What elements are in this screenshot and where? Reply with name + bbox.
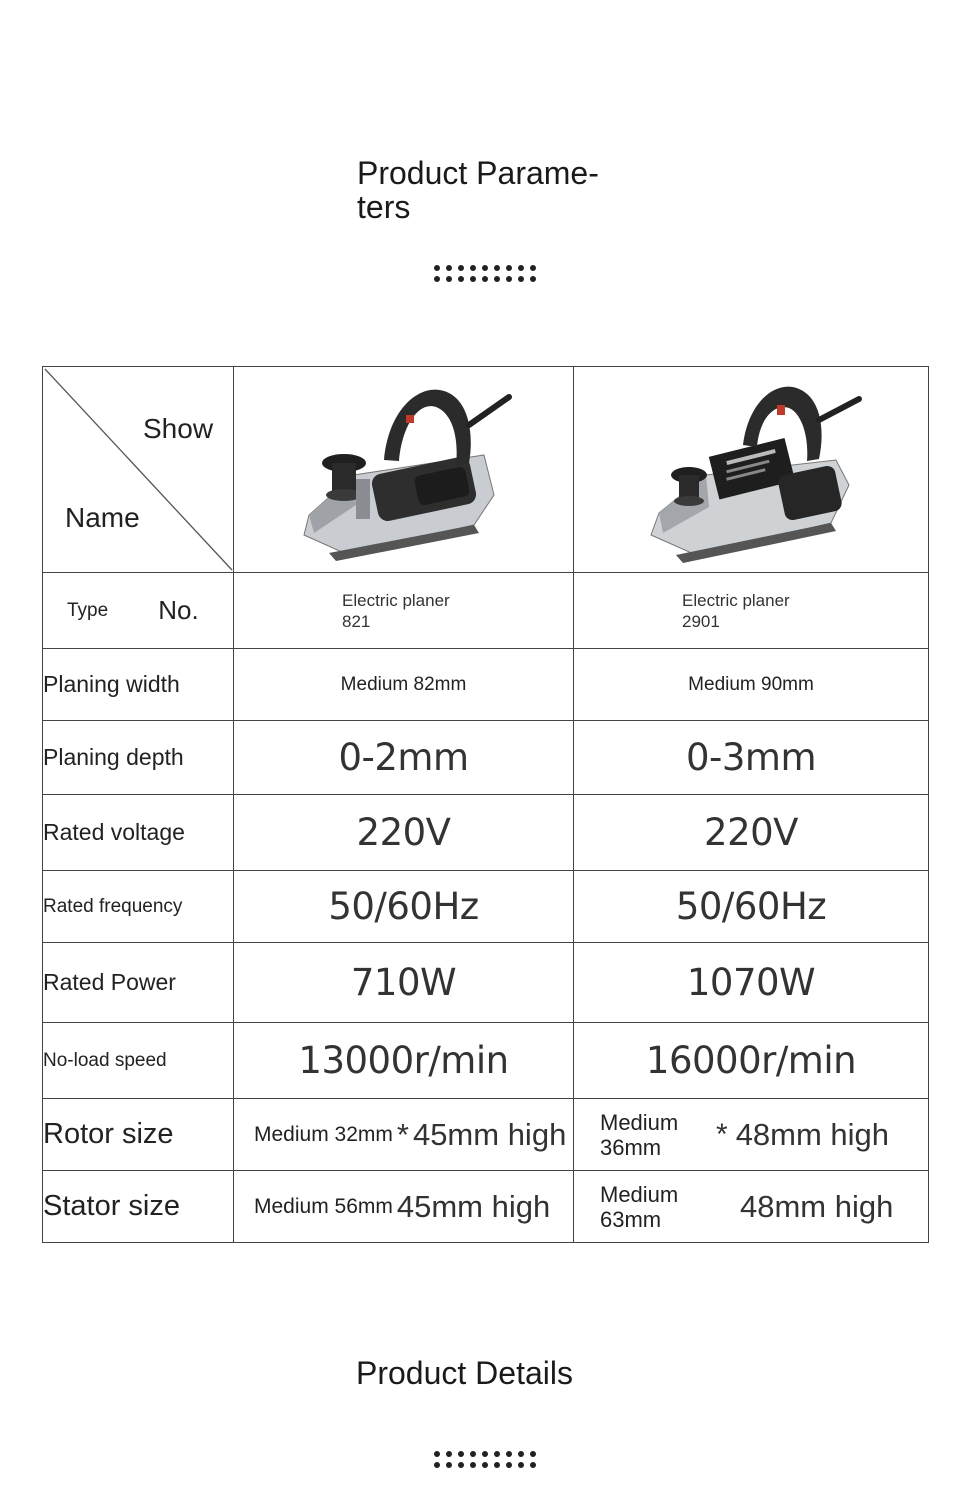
planing-depth-821: 0-2mm (234, 721, 574, 795)
details-heading: Product Details (356, 1355, 573, 1391)
rotor-2901-diameter-line2: 36mm (600, 1134, 662, 1160)
rotor-2901-diameter (574, 1110, 710, 1160)
stator-2901-diameter (574, 1182, 710, 1232)
rated-voltage-row (43, 795, 929, 871)
rated-frequency-label: Rated frequency (43, 871, 234, 943)
product-image-2901 (574, 367, 929, 573)
rotor-821-mark: * (396, 1116, 409, 1152)
no-label: No. (158, 595, 199, 625)
type-821-line1: Electric planer (342, 590, 450, 610)
type-row (43, 573, 929, 649)
type-821-line2: 821 (342, 611, 371, 631)
diagonal-line (43, 367, 234, 572)
parameters-heading (357, 156, 617, 224)
rated-power-row (43, 943, 929, 1023)
electric-planer-821-image (284, 375, 524, 565)
stator-size-2901 (574, 1171, 929, 1243)
rotor-size-821 (234, 1099, 574, 1171)
stator-821-diameter: Medium 56mm (254, 1194, 393, 1218)
decorative-dots-bottom (434, 1451, 538, 1468)
stator-821-height: 45mm high (396, 1188, 551, 1224)
type-2901-line2: 2901 (682, 611, 720, 631)
type-label-cell (43, 573, 234, 649)
no-load-speed-label: No-load speed (43, 1023, 234, 1099)
stator-2901-diameter-line1: Medium (600, 1181, 679, 1207)
electric-planer-2901-image (631, 375, 871, 565)
rated-frequency-row (43, 871, 929, 943)
stator-2901-diameter-line2: 63mm (600, 1206, 662, 1232)
decorative-dots-top (434, 265, 538, 282)
planing-width-label: Planing width (43, 649, 234, 721)
rated-power-821: 710W (234, 943, 574, 1023)
rated-voltage-2901: 220V (574, 795, 929, 871)
parameters-heading-line1: Product Parame- (357, 155, 599, 191)
planing-width-row (43, 649, 929, 721)
rotor-size-label: Rotor size (43, 1099, 234, 1171)
stator-size-label: Stator size (43, 1171, 234, 1243)
rated-power-2901: 1070W (574, 943, 929, 1023)
rotor-821-height: 45mm high (412, 1116, 567, 1152)
stator-2901-height: 48mm high (740, 1188, 894, 1224)
header-row (43, 367, 929, 573)
rotor-size-2901 (574, 1099, 929, 1171)
rated-voltage-label: Rated voltage (43, 795, 234, 871)
planing-width-2901: Medium 90mm (574, 649, 929, 721)
stator-size-821 (234, 1171, 574, 1243)
planing-depth-row (43, 721, 929, 795)
rated-power-label: Rated Power (43, 943, 234, 1023)
planing-width-821: Medium 82mm (234, 649, 574, 721)
rotor-2901-diameter-line1: Medium (600, 1109, 679, 1135)
type-cell-821 (234, 573, 574, 649)
stator-size-row (43, 1171, 929, 1243)
type-2901-line1: Electric planer (682, 590, 790, 610)
planing-depth-label: Planing depth (43, 721, 234, 795)
no-load-speed-row (43, 1023, 929, 1099)
no-load-speed-2901: 16000r/min (574, 1023, 929, 1099)
planing-depth-2901: 0-3mm (574, 721, 929, 795)
rotor-821-diameter: Medium 32mm (254, 1122, 393, 1146)
type-cell-2901 (574, 573, 929, 649)
parameters-heading-line2: ters (357, 189, 411, 225)
type-label: Type (67, 599, 109, 621)
no-load-speed-821: 13000r/min (234, 1023, 574, 1099)
rated-frequency-821: 50/60Hz (234, 871, 574, 943)
rotor-2901-height: 48mm high (735, 1116, 890, 1152)
rotor-size-row (43, 1099, 929, 1171)
header-diagonal-cell (43, 367, 234, 573)
rotor-2901-mark: * (716, 1117, 728, 1151)
product-image-821 (234, 367, 574, 573)
name-label: Name (65, 502, 140, 533)
rated-voltage-821: 220V (234, 795, 574, 871)
show-label: Show (143, 413, 214, 444)
rated-frequency-2901: 50/60Hz (574, 871, 929, 943)
spec-table (42, 366, 929, 1243)
